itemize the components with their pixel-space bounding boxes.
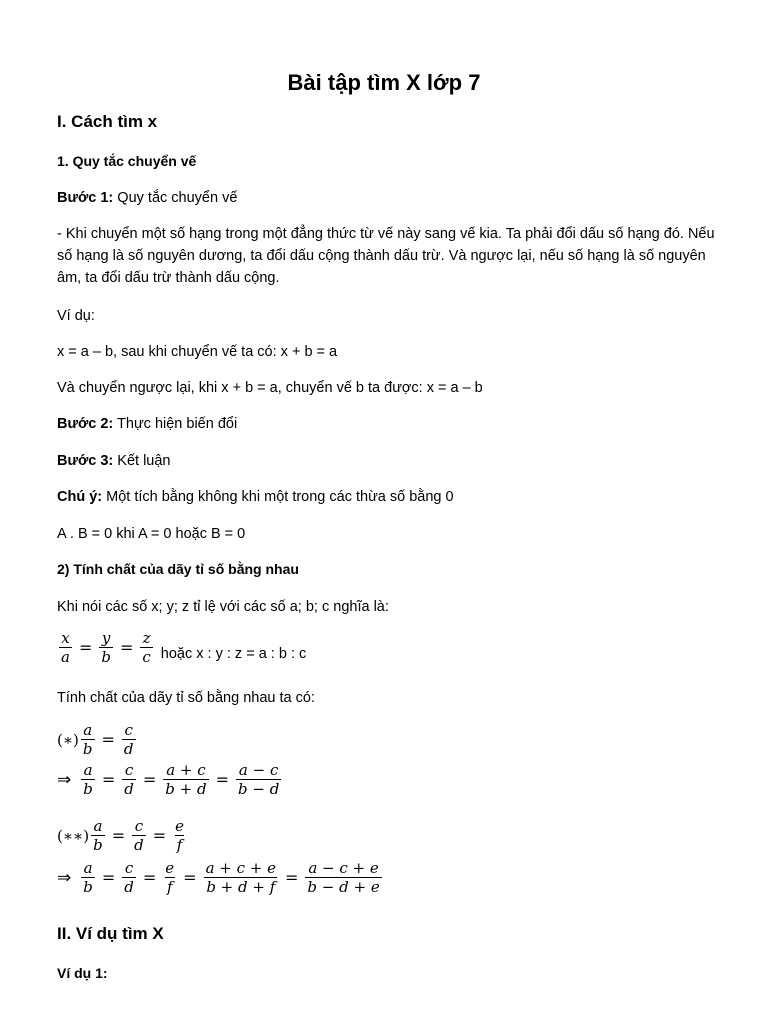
step3-text: Kết luận <box>113 453 171 469</box>
property-intro: Tính chất của dãy tỉ số bằng nhau ta có: <box>57 690 315 706</box>
step1-label: Bước 1: <box>57 190 114 206</box>
step2-text: Thực hiện biến đổi <box>113 416 238 432</box>
rule2-intro: Khi nói các số x; y; z tỉ lệ với các số a; b; c nghĩa là: <box>57 599 389 615</box>
rule2-heading: 2) Tính chất của dãy tỉ số bằng nhau <box>57 561 299 577</box>
proportion-alt-text: hoặc x : y : z = a : b : c <box>160 645 307 662</box>
step1-line <box>57 187 237 209</box>
rule1-description: - Khi chuyển một số hạng trong một đẳng thức từ vế này sang vế kia. Ta phải đổi dấu số hạng đó. Nếu số hạng là số nguyên dương, ta đổi dấu cộng thành dấu trừ. Và ngược lại, nếu số hạng là số nguyên âm, ta đổi dấu trừ thành dấu cộng. <box>57 226 715 286</box>
fraction-sum3: $\frac{a + c + e}{b + d + f}$ <box>205 859 277 896</box>
fraction-a-b: $\frac{a}{b}$ <box>83 761 93 798</box>
equals-sign: = <box>101 770 116 789</box>
equals-sign: = <box>215 770 229 789</box>
equals-sign: = <box>78 638 93 657</box>
example-label: Ví dụ: <box>57 308 95 324</box>
step3-line <box>57 450 171 472</box>
fraction-c-d: $\frac{c}{d}$ <box>134 817 144 854</box>
star2-label: (∗∗) <box>57 826 90 845</box>
fraction-x-a: $\frac{x}{a}$ <box>61 629 70 666</box>
example-line2: Và chuyển ngược lại, khi x + b = a, chuyển vế b ta được: x = a – b <box>57 380 483 396</box>
fraction-c-d: $\frac{c}{d}$ <box>124 859 134 896</box>
note-text: Một tích bằng không khi một trong các thừa số bằng 0 <box>102 489 454 505</box>
rule1-heading: 1. Quy tắc chuyển vế <box>57 153 197 169</box>
note-formula: A . B = 0 khi A = 0 hoặc B = 0 <box>57 526 246 542</box>
equals-sign: = <box>119 638 134 657</box>
step2-line <box>57 413 237 435</box>
implies-arrow: ⇒ <box>57 769 72 790</box>
step2-label: Bước 2: <box>57 416 114 432</box>
fraction-a-b: $\frac{a}{b}$ <box>83 859 93 896</box>
step1-text: Quy tắc chuyển vế <box>113 190 238 206</box>
fraction-e-f: $\frac{e}{f}$ <box>165 859 175 896</box>
equals-sign: = <box>142 868 157 887</box>
section-heading-methods: I. Cách tìm x <box>57 112 158 131</box>
fraction-sum: $\frac{a + c}{b + d}$ <box>165 761 207 798</box>
star1-label: (∗) <box>57 730 79 749</box>
equals-sign: = <box>183 868 197 887</box>
property-star2 <box>57 818 188 853</box>
equals-sign: = <box>152 826 167 845</box>
fraction-diff3: $\frac{a - c + e}{b - d + e}$ <box>307 859 380 896</box>
section-heading-examples: II. Ví dụ tìm X <box>57 924 164 943</box>
fraction-c-d: $\frac{c}{d}$ <box>123 721 134 758</box>
property-star1-result <box>57 762 283 797</box>
property-star1 <box>57 722 138 757</box>
fraction-c-d: $\frac{c}{d}$ <box>124 761 134 798</box>
fraction-a-b: $\frac{a}{b}$ <box>82 721 93 758</box>
equals-sign: = <box>111 826 126 845</box>
fraction-diff: $\frac{a - c}{b - d}$ <box>238 761 280 798</box>
fraction-z-c: $\frac{z}{c}$ <box>142 629 151 666</box>
note-line <box>57 486 454 508</box>
fraction-y-b: $\frac{y}{b}$ <box>101 629 111 666</box>
equals-sign: = <box>101 730 115 749</box>
equals-sign: = <box>101 868 116 887</box>
example-line1: x = a – b, sau khi chuyển vế ta có: x + b = a <box>57 344 338 360</box>
equals-sign: = <box>142 770 157 789</box>
equals-sign: = <box>285 868 299 887</box>
note-label: Chú ý: <box>57 489 103 505</box>
fraction-e-f: $\frac{e}{f}$ <box>175 817 185 854</box>
example1-label: Ví dụ 1: <box>57 965 108 981</box>
property-star2-result <box>57 860 384 895</box>
page-title: Bài tập tìm X lớp 7 <box>287 70 481 95</box>
fraction-a-b: $\frac{a}{b}$ <box>93 817 103 854</box>
step3-label: Bước 3: <box>57 453 114 469</box>
implies-arrow: ⇒ <box>57 867 72 888</box>
proportion-formula <box>57 630 306 665</box>
